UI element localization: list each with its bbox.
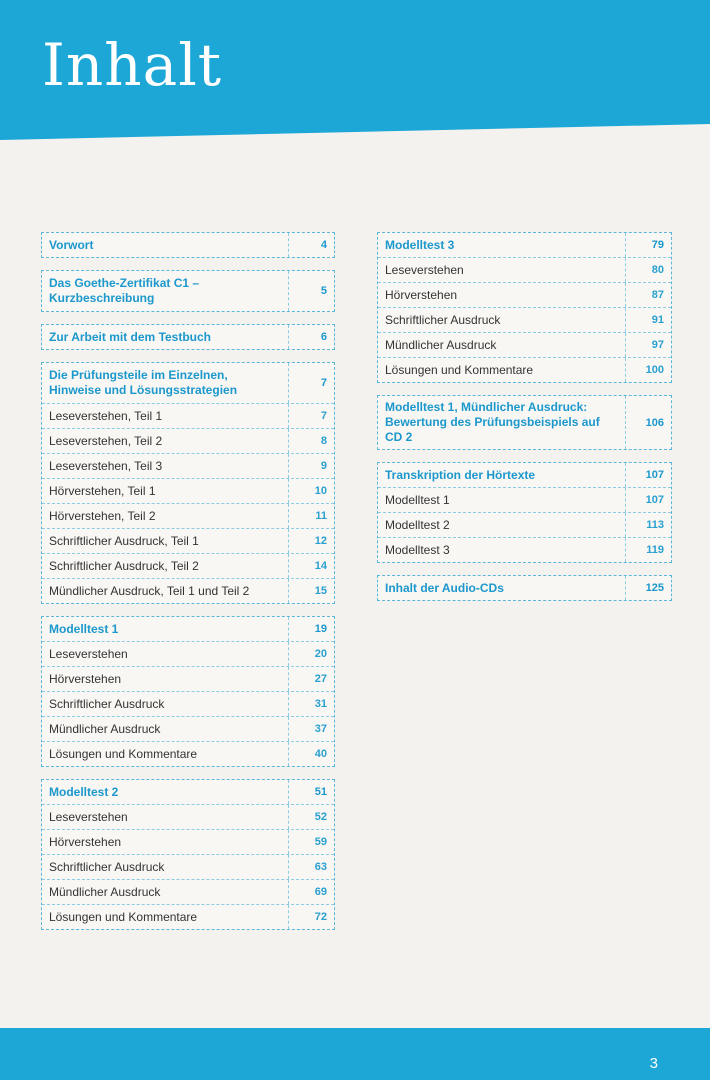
toc-entry[interactable] [42, 403, 334, 428]
toc-entry-page: 97 [625, 333, 671, 357]
toc-entry-page: 19 [288, 617, 334, 641]
toc-entry-page: 7 [288, 404, 334, 428]
toc-section-heading[interactable] [378, 396, 671, 449]
toc-section-heading[interactable] [42, 617, 334, 641]
toc-entry-label: Schriftlicher Ausdruck [49, 696, 165, 711]
toc-entry-page: 113 [625, 513, 671, 537]
toc-entry-page: 40 [288, 742, 334, 766]
toc-section-heading[interactable] [42, 780, 334, 804]
toc-entry[interactable] [42, 904, 334, 929]
toc-entry-label: Modelltest 2 [385, 517, 450, 532]
toc-entry-page: 31 [288, 692, 334, 716]
toc-section-heading[interactable] [42, 363, 334, 403]
toc-section-heading[interactable] [42, 325, 334, 349]
toc-block [41, 616, 335, 767]
toc-entry-label: Schriftlicher Ausdruck, Teil 2 [49, 558, 199, 573]
toc-block [41, 270, 335, 312]
toc-entry-label: Mündlicher Ausdruck, Teil 1 und Teil 2 [49, 583, 250, 598]
page-title: Inhalt [42, 31, 223, 99]
toc-entry[interactable] [42, 666, 334, 691]
toc-block [377, 462, 672, 563]
toc-entry[interactable] [42, 528, 334, 553]
toc-block [377, 575, 672, 601]
toc-entry-label: Vorwort [49, 237, 94, 252]
toc-entry-label: Leseverstehen, Teil 3 [49, 458, 163, 473]
toc-entry-label: Lösungen und Kommentare [385, 362, 534, 377]
toc-section-heading[interactable] [42, 233, 334, 257]
toc-entry-label: Leseverstehen, Teil 1 [49, 408, 163, 423]
toc-entry-label: Lösungen und Kommentare [49, 909, 198, 924]
toc-entry[interactable] [42, 553, 334, 578]
toc-entry-label: Die Prüfungsteile im Einzelnen, Hinweise und Lösungsstrategien [49, 368, 238, 397]
toc-entry[interactable] [378, 282, 671, 307]
toc-entry[interactable] [42, 478, 334, 503]
toc-entry-page: 69 [288, 880, 334, 904]
toc-entry-page: 119 [625, 538, 671, 562]
toc-section-heading[interactable] [378, 463, 671, 487]
toc-block [41, 779, 335, 930]
toc-entry[interactable] [42, 854, 334, 879]
toc-entry-label: Hörverstehen, Teil 1 [49, 483, 156, 498]
toc-entry-label: Schriftlicher Ausdruck [385, 312, 501, 327]
toc-entry-page: 37 [288, 717, 334, 741]
toc-entry-page: 15 [288, 579, 334, 603]
toc-block [41, 324, 335, 350]
toc-entry[interactable] [42, 578, 334, 603]
toc-block [41, 362, 335, 604]
toc-entry-page: 27 [288, 667, 334, 691]
toc-entry-label: Hörverstehen [49, 671, 122, 686]
toc-entry[interactable] [42, 691, 334, 716]
toc-entry-label: Schriftlicher Ausdruck [49, 859, 165, 874]
toc-block [377, 232, 672, 383]
toc-entry-page: 80 [625, 258, 671, 282]
toc-entry-label: Modelltest 1, Mündlicher Ausdruck: Bewertung des Prüfungsbeispiels auf CD 2 [385, 400, 600, 444]
toc-block [41, 232, 335, 258]
toc-entry-label: Leseverstehen [385, 262, 464, 277]
page-number: 3 [649, 1055, 658, 1072]
toc-entry[interactable] [378, 307, 671, 332]
toc-entry-label: Inhalt der Audio-CDs [385, 580, 504, 595]
toc-entry-label: Modelltest 3 [385, 237, 455, 252]
toc-entry-page: 63 [288, 855, 334, 879]
toc-entry-page: 106 [625, 396, 671, 449]
toc-right-column [377, 232, 672, 613]
toc-entry[interactable] [42, 503, 334, 528]
toc-entry-page: 59 [288, 830, 334, 854]
toc-entry[interactable] [42, 804, 334, 829]
toc-entry[interactable] [42, 428, 334, 453]
toc-entry[interactable] [42, 741, 334, 766]
toc-entry[interactable] [42, 879, 334, 904]
toc-entry-page: 8 [288, 429, 334, 453]
toc-entry-page: 125 [625, 576, 671, 600]
toc-entry-label: Zur Arbeit mit dem Testbuch [49, 329, 212, 344]
toc-entry-page: 14 [288, 554, 334, 578]
toc-entry-label: Modelltest 1 [49, 621, 119, 636]
toc-entry[interactable] [378, 357, 671, 382]
toc-entry-page: 6 [288, 325, 334, 349]
toc-entry-page: 52 [288, 805, 334, 829]
toc-entry[interactable] [42, 829, 334, 854]
toc-entry-label: Mündlicher Ausdruck [49, 721, 161, 736]
toc-entry-page: 51 [288, 780, 334, 804]
toc-entry[interactable] [378, 487, 671, 512]
toc-entry[interactable] [378, 537, 671, 562]
toc-section-heading[interactable] [378, 233, 671, 257]
toc-entry-label: Leseverstehen, Teil 2 [49, 433, 163, 448]
toc-entry-page: 4 [288, 233, 334, 257]
toc-entry-page: 7 [288, 363, 334, 403]
footer-band [0, 1028, 710, 1080]
toc-section-heading[interactable] [378, 576, 671, 600]
toc-entry-label: Schriftlicher Ausdruck, Teil 1 [49, 533, 199, 548]
toc-entry-label: Mündlicher Ausdruck [49, 884, 161, 899]
toc-entry-page: 87 [625, 283, 671, 307]
toc-entry-label: Modelltest 2 [49, 784, 119, 799]
toc-entry-page: 107 [625, 463, 671, 487]
toc-left-column [41, 232, 335, 942]
toc-entry-page: 12 [288, 529, 334, 553]
toc-entry-page: 91 [625, 308, 671, 332]
toc-entry-label: Hörverstehen [385, 287, 458, 302]
toc-entry-label: Leseverstehen [49, 646, 128, 661]
toc-entry-label: Transkription der Hörtexte [385, 467, 536, 482]
toc-entry-page: 11 [288, 504, 334, 528]
toc-entry-label: Mündlicher Ausdruck [385, 337, 497, 352]
toc-entry-page: 5 [288, 271, 334, 311]
toc-entry-page: 100 [625, 358, 671, 382]
toc-section-heading[interactable] [42, 271, 334, 311]
toc-entry[interactable] [378, 512, 671, 537]
toc-entry[interactable] [42, 453, 334, 478]
toc-entry[interactable] [378, 332, 671, 357]
toc-entry[interactable] [378, 257, 671, 282]
toc-entry-label: Leseverstehen [49, 809, 128, 824]
toc-entry-label: Lösungen und Kommentare [49, 746, 198, 761]
toc-entry-page: 9 [288, 454, 334, 478]
toc-entry-page: 79 [625, 233, 671, 257]
toc-entry-page: 107 [625, 488, 671, 512]
toc-entry-label: Das Goethe-Zertifikat C1 – Kurzbeschreibung [49, 276, 200, 305]
toc-entry-label: Hörverstehen [49, 834, 122, 849]
toc-entry-label: Modelltest 1 [385, 492, 450, 507]
toc-block [377, 395, 672, 450]
toc-entry-page: 72 [288, 905, 334, 929]
toc-entry[interactable] [42, 716, 334, 741]
toc-entry-page: 20 [288, 642, 334, 666]
toc-entry-label: Modelltest 3 [385, 542, 450, 557]
toc-entry-label: Hörverstehen, Teil 2 [49, 508, 156, 523]
toc-entry-page: 10 [288, 479, 334, 503]
toc-entry[interactable] [42, 641, 334, 666]
